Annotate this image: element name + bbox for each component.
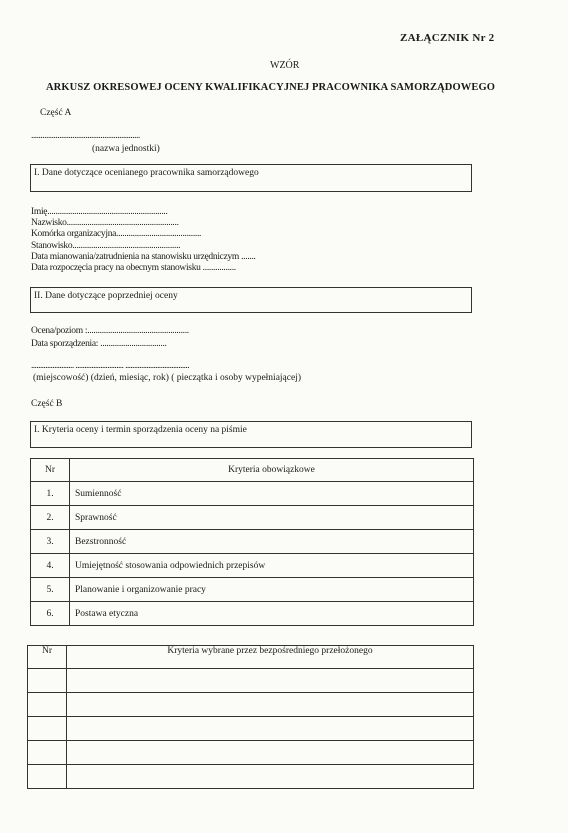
section-criteria-title: I. Kryteria oceny i termin sporządzenia oceny na piśmie [34,425,247,435]
row-criterion: Umiejętność stosowania odpowiednich przepisów [70,554,474,578]
table-row [28,669,474,693]
annex-label: ZAŁĄCZNIK Nr 2 [400,32,495,44]
section-previous-evaluation-title: II. Dane dotyczące poprzedniej oceny [34,291,178,301]
section-criteria [30,421,472,448]
row-criterion[interactable] [67,693,474,717]
table-row [28,693,474,717]
section-employee-data [30,164,472,192]
field-previous-grade[interactable]: Ocena/poziom :................................................. [31,326,189,336]
section-previous-evaluation [30,287,472,313]
table-header-row [28,646,474,669]
field-previous-date[interactable]: Data sporządzenia: ................................ [31,339,167,349]
employee-fields [31,207,256,274]
row-criterion[interactable] [67,717,474,741]
row-criterion: Bezstronność [70,530,474,554]
col-nr-header: Nr [31,459,70,482]
field-department[interactable]: Komórka organizacyjna......................................... [31,229,202,240]
row-nr[interactable] [28,741,67,765]
table-row [31,602,474,626]
field-first-name[interactable]: Imię.......................................................... [31,207,168,217]
row-nr[interactable] [28,717,67,741]
section-employee-data-title: I. Dane dotyczące ocenianego pracownika samorządowego [34,168,259,178]
table-row [31,506,474,530]
unit-name-dots: .......................................................... [31,131,140,141]
row-criterion[interactable] [67,765,474,789]
mandatory-criteria-table [30,458,474,626]
row-nr[interactable] [28,669,67,693]
signature-caption: (miejscowość) (dzień, miesiąc, rok) ( pieczątka i osoby wypełniającej) [33,373,302,383]
previous-evaluation-fields [31,325,189,351]
signature-dots: ........................ ........................... .................................... [31,361,189,371]
row-nr: 1. [31,482,70,506]
row-criterion: Sprawność [70,506,474,530]
field-start-date[interactable]: Data rozpoczęcia pracy na obecnym stanowisku ................ [31,263,236,274]
table-row [31,554,474,578]
col-criteria-header: Kryteria obowiązkowe [70,459,474,482]
table-header-row [31,459,474,482]
table-row [28,717,474,741]
row-nr: 5. [31,578,70,602]
row-nr: 4. [31,554,70,578]
table-row [31,482,474,506]
row-criterion: Sumienność [70,482,474,506]
row-nr[interactable] [28,693,67,717]
row-criterion: Postawa etyczna [70,602,474,626]
template-label: WZÓR [270,60,300,71]
row-nr: 3. [31,530,70,554]
part-b-label: Część B [31,399,63,409]
supervisor-criteria-table [27,645,474,789]
row-nr[interactable] [28,765,67,789]
table-row [28,741,474,765]
row-nr: 2. [31,506,70,530]
document-title: ARKUSZ OKRESOWEJ OCENY KWALIFIKACYJNEJ PRACOWNIKA SAMORZĄDOWEGO [46,82,495,93]
row-nr: 6. [31,602,70,626]
table-row [31,578,474,602]
row-criterion[interactable] [67,741,474,765]
part-a-label: Część A [40,108,72,118]
field-position[interactable]: Stanowisko.................................................... [31,240,181,251]
table-row [28,765,474,789]
unit-name-caption: (nazwa jednostki) [92,144,160,154]
row-criterion[interactable] [67,669,474,693]
field-last-name[interactable]: Nazwisko...................................................... [31,218,179,229]
row-criterion: Planowanie i organizowanie pracy [70,578,474,602]
col-nr-header: Nr [28,646,67,669]
col-criteria-header: Kryteria wybrane przez bezpośredniego przełożonego [67,646,474,669]
table-row [31,530,474,554]
field-appointment-date[interactable]: Data mianowania/zatrudnienia na stanowisku urzędniczym ....... [31,251,256,262]
